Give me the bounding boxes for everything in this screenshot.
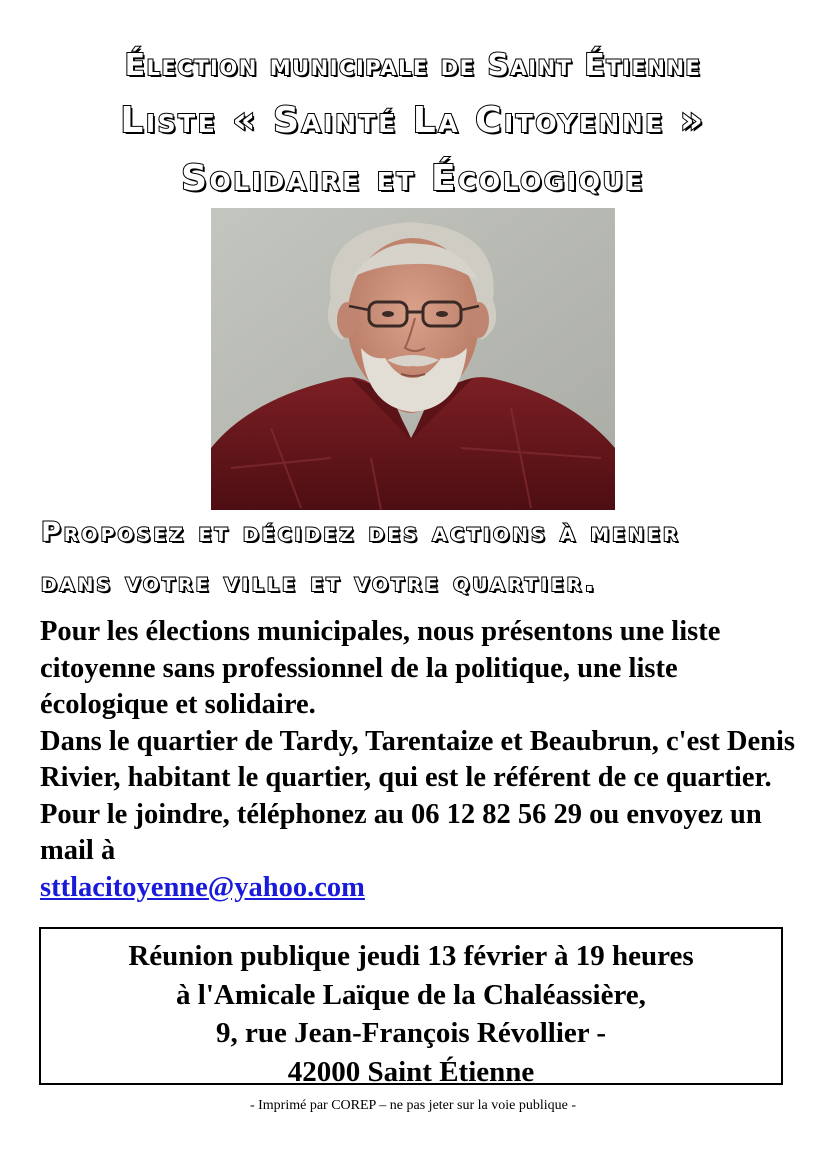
- meeting-box: [39, 927, 783, 1088]
- slogan-line-1: Proposez et décidez des actions à mener: [41, 517, 681, 548]
- body-text: [40, 614, 800, 906]
- title-subtitle: Solidaire et Écologique: [181, 158, 645, 199]
- meeting-city-line: 42000 Saint Étienne: [287, 1055, 535, 1088]
- title-list-name: Liste « Sainté La Citoyenne »: [120, 100, 706, 141]
- paragraph-referent: [40, 724, 800, 907]
- candidate-photo: [211, 208, 615, 510]
- meeting-date-line: Réunion publique jeudi 13 février à 19 heures: [128, 940, 694, 972]
- meeting-venue-line: à l'Amicale Laïque de la Chaléassière,: [176, 978, 646, 1011]
- paragraph-referent-text: Dans le quartier de Tardy, Tarentaize et Beaubrun, c'est Denis Rivier, habitant le quartier, qui est le référent de ce quartier. Pour le joindre, téléphonez au 06 12 82 56 29 ou envoyez un mail à: [40, 725, 796, 866]
- slogan-line-2: dans votre ville et votre quartier.: [41, 567, 598, 598]
- title-election: Élection municipale de Saint Étienne: [124, 48, 702, 83]
- meeting-street-line: 9, rue Jean-François Révollier -: [215, 1017, 607, 1049]
- email-link[interactable]: sttlacitoyenne@yahoo.com: [40, 871, 365, 903]
- paragraph-intro: Pour les élections municipales, nous présentons une liste citoyenne sans professionnel de la politique, une liste écologique et solidaire.: [40, 616, 721, 720]
- footer-print-note: - Imprimé par COREP – ne pas jeter sur la voie publique -: [249, 1098, 577, 1113]
